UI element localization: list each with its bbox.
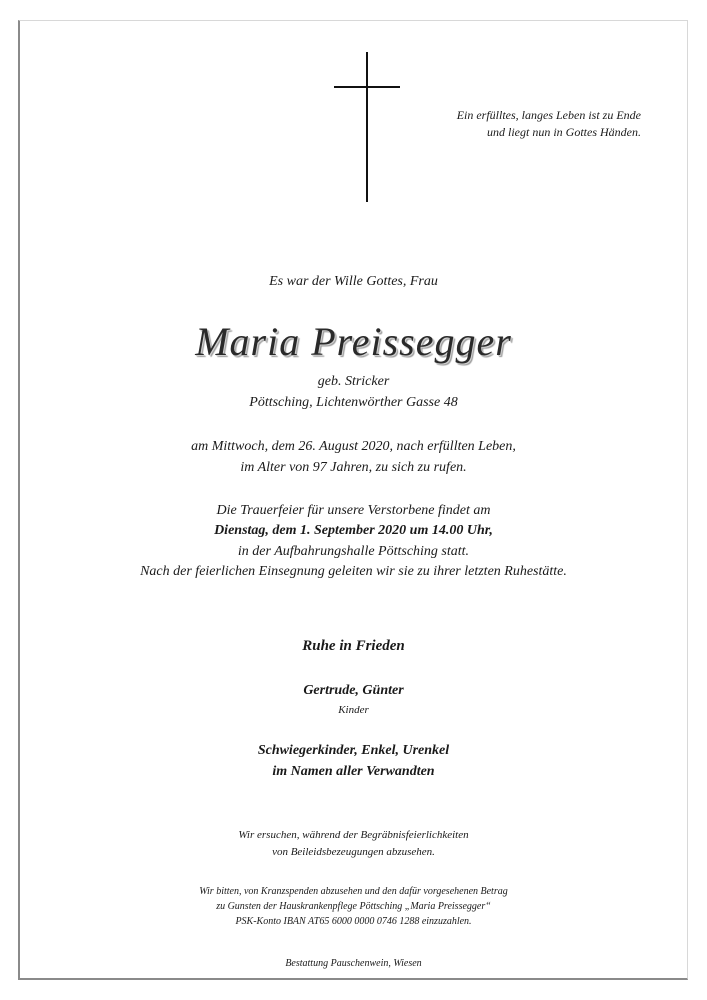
maiden-name: geb. Stricker	[317, 374, 390, 389]
family-line-2: im Namen aller Verwandten	[272, 764, 435, 779]
condolence-line-1: Wir ersuchen, während der Begräbnisfeierlichkeiten	[238, 829, 469, 841]
death-line-1: am Mittwoch, dem 26. August 2020, nach erfüllten Leben,	[191, 439, 516, 454]
funeral-date: Dienstag, dem 1. September 2020 um 14.00 Uhr,	[214, 523, 493, 538]
condolence-line-2: von Beileidsbezeugungen abzusehen.	[272, 846, 435, 858]
intro-text: Es war der Wille Gottes, Frau	[269, 274, 438, 289]
donation-line-3: PSK-Konto IBAN AT65 6000 0000 0746 1288 einzuzahlen.	[235, 916, 472, 927]
funeral-line-1: Die Trauerfeier für unsere Verstorbene findet am	[216, 503, 491, 518]
funeral-line-4: Nach der feierlichen Einsegnung geleiten wir sie zu ihrer letzten Ruhestätte.	[140, 564, 567, 579]
donation-line-2: zu Gunsten der Hauskrankenpflege Pöttsching „Maria Preissegger“	[216, 901, 491, 912]
motto-line-1: Ein erfülltes, langes Leben ist zu Ende	[456, 108, 641, 122]
undertaker: Bestattung Pauschenwein, Wiesen	[285, 958, 422, 969]
donation-line-1: Wir bitten, von Kranzspenden abzusehen und den dafür vorgesehenen Betrag	[199, 886, 508, 897]
address: Pöttsching, Lichtenwörther Gasse 48	[249, 395, 458, 410]
children-label: Kinder	[338, 704, 369, 716]
children-names: Gertrude, Günter	[303, 683, 404, 698]
funeral-line-3: in der Aufbahrungshalle Pöttsching statt.	[237, 544, 470, 559]
motto	[457, 107, 641, 141]
deceased-name: Maria Preissegger	[195, 319, 512, 364]
death-line-2: im Alter von 97 Jahren, zu sich zu rufen.	[240, 460, 467, 475]
rip-text: Ruhe in Frieden	[302, 638, 405, 654]
family-line-1: Schwiegerkinder, Enkel, Urenkel	[257, 743, 450, 758]
motto-line-2: und liegt nun in Gottes Händen.	[487, 125, 641, 139]
